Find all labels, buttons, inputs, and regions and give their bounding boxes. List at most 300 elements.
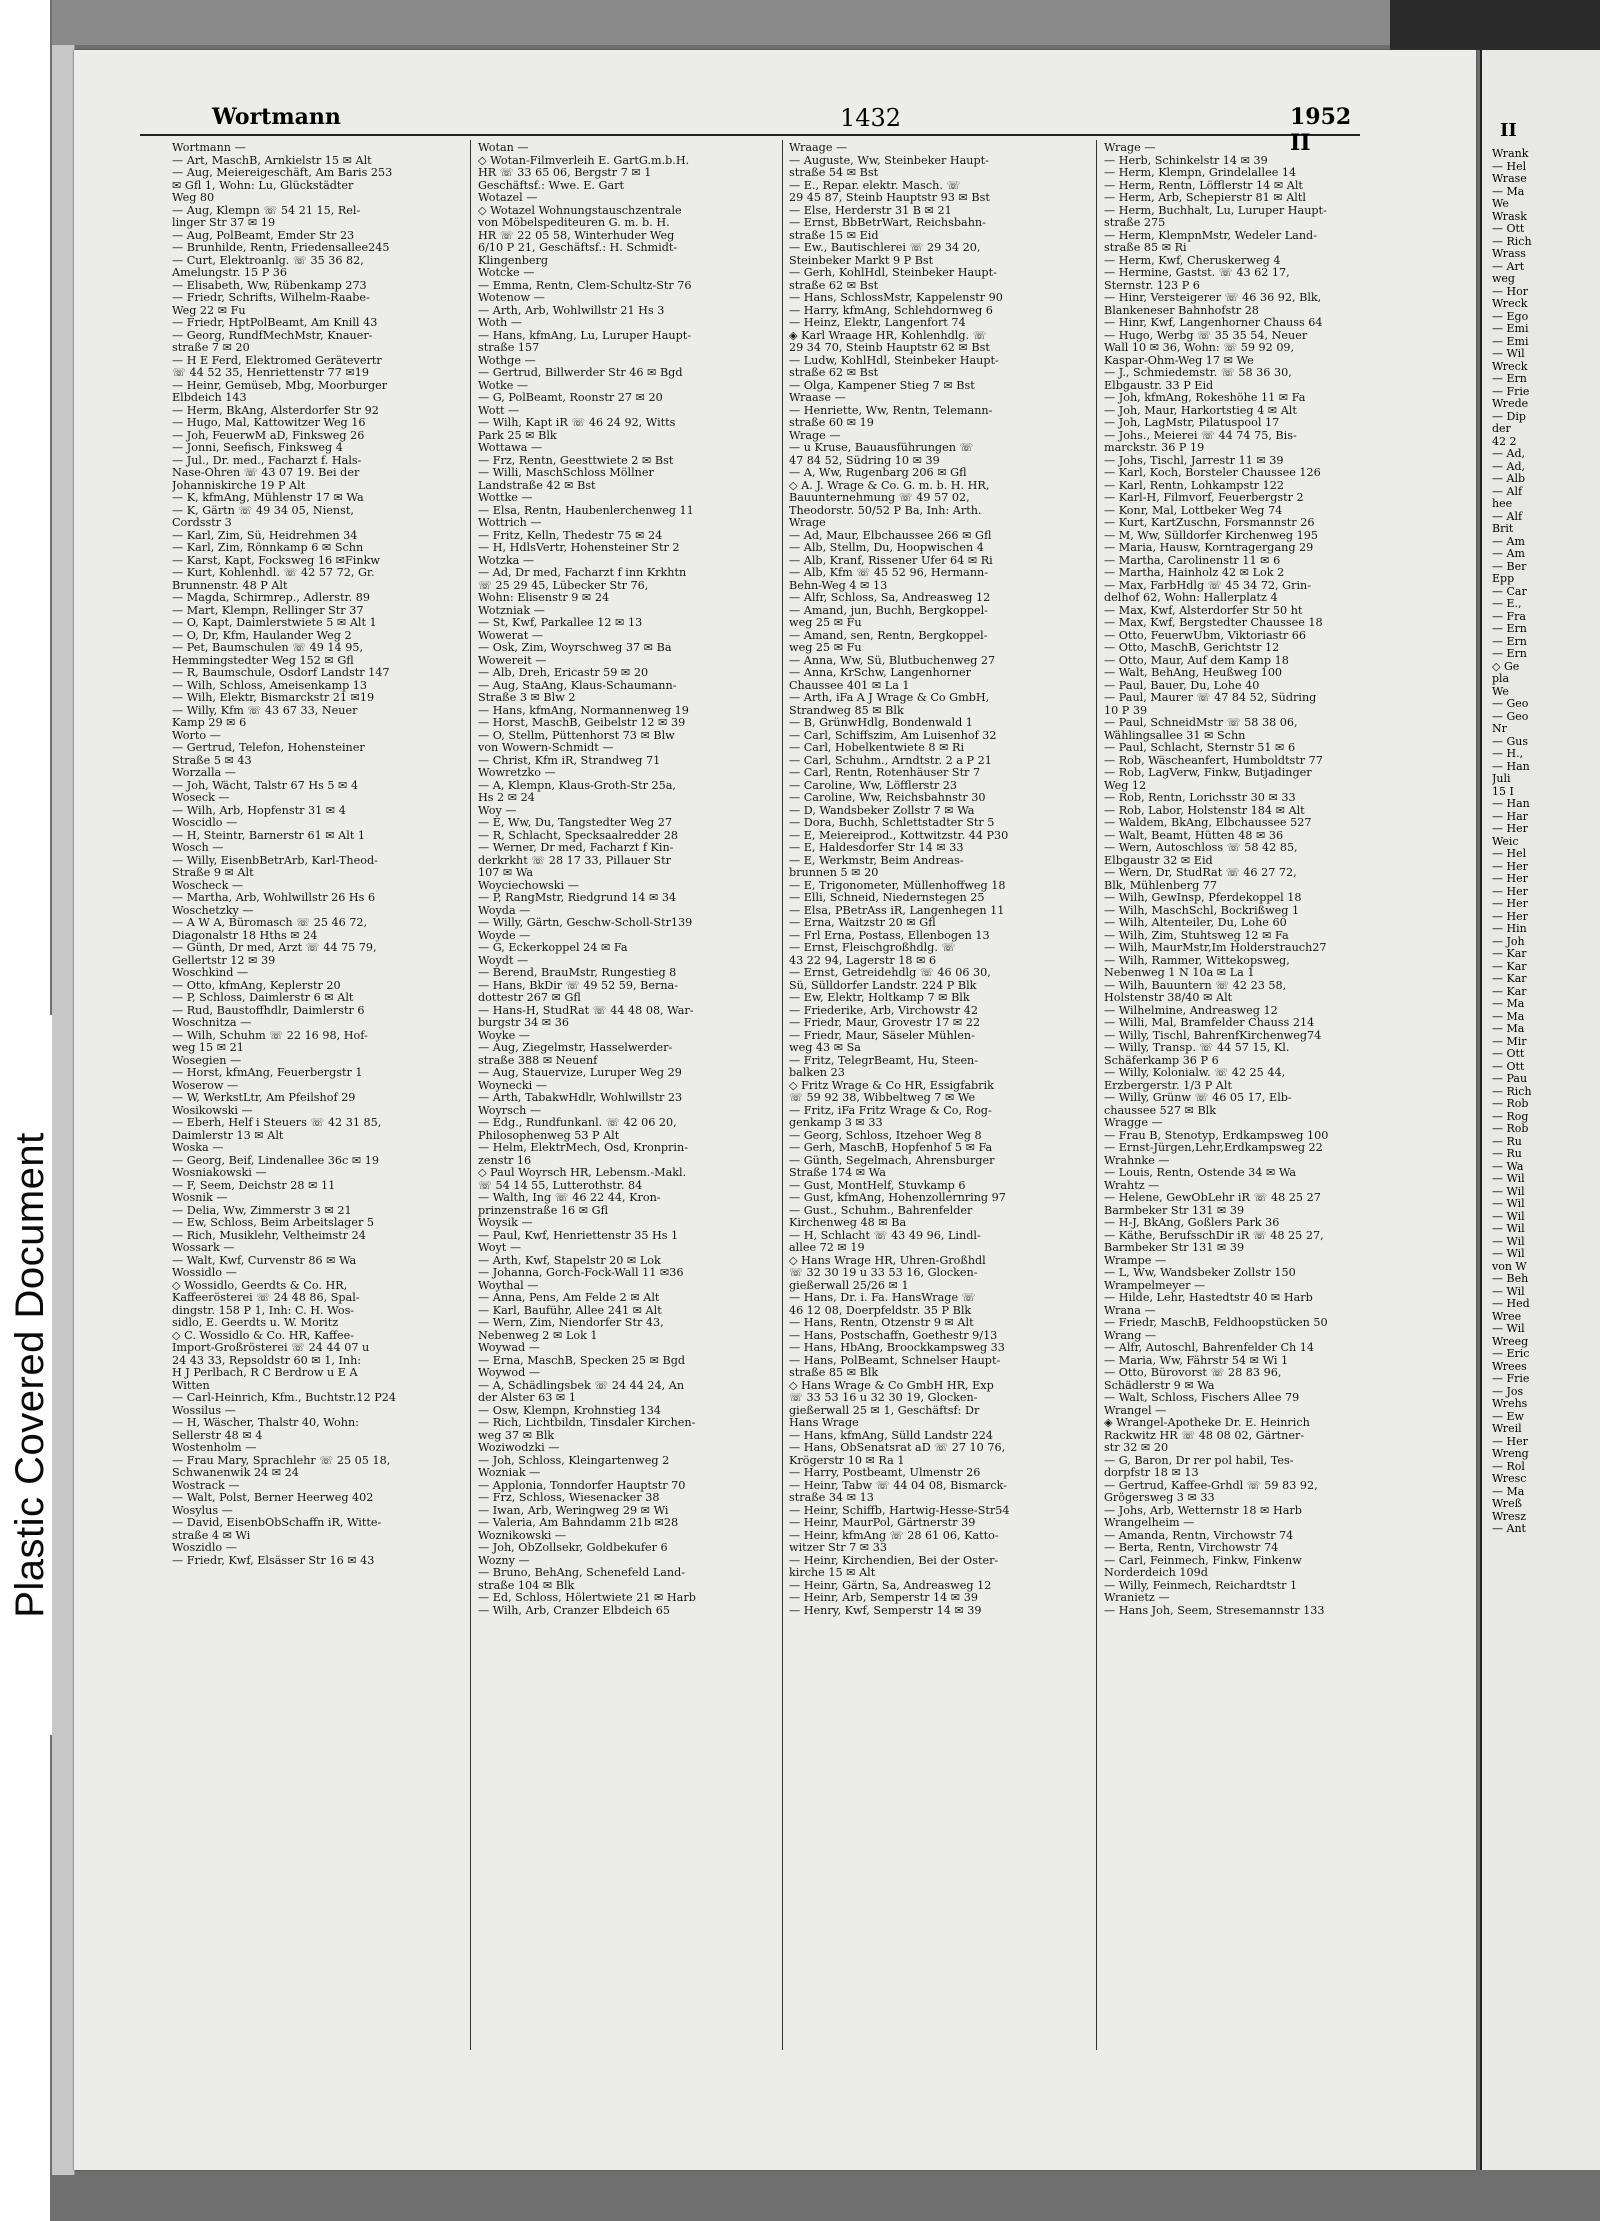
directory-entry-line: genkamp 3 ✉ 33 bbox=[789, 1117, 883, 1129]
directory-entry-line: — P, Schloss, Daimlerstr 6 ✉ Alt bbox=[172, 992, 354, 1004]
directory-entry-line: — Martha, Hainholz 42 ✉ Lok 2 bbox=[1104, 567, 1285, 579]
directory-entry-line: Woth — bbox=[478, 317, 522, 329]
directory-entry-line: Wotzniak — bbox=[478, 604, 545, 617]
directory-entry-line: Wothge — bbox=[478, 354, 536, 367]
next-page-entry-line: — H., bbox=[1492, 748, 1524, 760]
directory-entry-line: — Walt, Kwf, Curvenstr 86 ✉ Wa bbox=[172, 1254, 357, 1267]
directory-entry-line: ◇ Hans Wrage & Co GmbH HR, Exp bbox=[789, 1379, 994, 1392]
next-page-entry-line: — Beh bbox=[1492, 1273, 1529, 1285]
directory-entry-line: Blk, Mühlenberg 77 bbox=[1104, 879, 1218, 892]
directory-entry-line: Woyciechowski — bbox=[478, 879, 579, 892]
directory-entry-line: — Georg, Beif, Lindenallee 36c ✉ 19 bbox=[172, 1154, 379, 1167]
directory-entry-line: — Hans, BkDir ☏ 49 52 59, Berna- bbox=[478, 979, 679, 992]
directory-entry-line: von Wowern-Schmidt — bbox=[478, 742, 614, 754]
directory-entry-line: — Johanna, Gorch-Fock-Wall 11 ✉36 bbox=[478, 1267, 684, 1279]
directory-entry-line: — Günth, Segelmach, Ahrensburger bbox=[789, 1154, 995, 1167]
directory-entry-line: — Wern, Autoschloss ☏ 58 42 85, bbox=[1104, 842, 1298, 854]
directory-entry-line: — Walt, Polst, Berner Heerweg 402 bbox=[172, 1492, 374, 1504]
next-page-entry-line: — Wil bbox=[1492, 1235, 1525, 1248]
directory-entry-line: Holstenstr 38/40 ✉ Alt bbox=[1104, 992, 1233, 1004]
directory-entry-line: ◇ C. Wossidlo & Co. HR, Kaffee- bbox=[172, 1329, 355, 1342]
next-page-head: II bbox=[1500, 120, 1517, 141]
directory-entry-line: — Heinr, Arb, Semperstr 14 ✉ 39 bbox=[789, 1592, 978, 1604]
directory-entry-line: — Brunhilde, Rentn, Friedensallee245 bbox=[172, 242, 390, 254]
next-page-entry-line: — Rog bbox=[1492, 1110, 1529, 1123]
directory-entry-line: Wrampelmeyer — bbox=[1104, 1279, 1206, 1292]
directory-entry-line: Woysik — bbox=[478, 1217, 533, 1229]
directory-entry-line: straße 54 ✉ Bst bbox=[789, 167, 879, 179]
next-page-entry-line: — Hed bbox=[1492, 1298, 1530, 1310]
directory-entry-line: Park 25 ✉ Blk bbox=[478, 429, 557, 442]
next-page-entry-line: — Ma bbox=[1492, 998, 1525, 1010]
directory-entry-line: — K, Gärtn ☏ 49 34 05, Nienst, bbox=[172, 504, 354, 517]
column-rule bbox=[782, 140, 783, 2050]
directory-entry-line: — J., Schmiedemstr. ☏ 58 36 30, bbox=[1104, 367, 1292, 379]
directory-entry-line: Cordsstr 3 bbox=[172, 517, 232, 529]
next-page-entry-line: — Her bbox=[1492, 885, 1528, 898]
next-page-entry-line: — Wa bbox=[1492, 1160, 1524, 1173]
directory-entry-line: — Walt, Beamt, Hütten 48 ✉ 36 bbox=[1104, 829, 1284, 842]
directory-entry-line: — H, Schlacht ☏ 43 49 96, Lindl- bbox=[789, 1229, 981, 1242]
directory-entry-line: — Willy, Transp. ☏ 44 57 15, Kl. bbox=[1104, 1042, 1290, 1054]
next-page-entry-line: pla bbox=[1492, 673, 1510, 685]
directory-entry-line: — Rob, Labor, Holstenstr 184 ✉ Alt bbox=[1104, 804, 1305, 817]
directory-entry-line: Wrahtz — bbox=[1104, 1179, 1160, 1192]
directory-entry-line: Woydt — bbox=[478, 954, 529, 967]
directory-entry-line: Wossark — bbox=[172, 1242, 235, 1254]
directory-entry-line: — E, Trigonometer, Müllenhoffweg 18 bbox=[789, 879, 1006, 892]
directory-entry-line: Chaussee 401 ✉ La 1 bbox=[789, 679, 910, 692]
directory-entry-line: Woyke — bbox=[478, 1029, 530, 1042]
directory-entry-line: Behn-Weg 4 ✉ 13 bbox=[789, 579, 888, 592]
directory-entry-line: Wott — bbox=[478, 404, 520, 417]
directory-entry-line: — Bruno, BehAng, Schenefeld Land- bbox=[478, 1567, 686, 1579]
directory-entry-line: Sternstr. 123 P 6 bbox=[1104, 279, 1200, 292]
next-page-entry-line: — Rob bbox=[1492, 1123, 1529, 1135]
directory-entry-line: Wosikowski — bbox=[172, 1104, 253, 1117]
directory-column-2 bbox=[478, 142, 778, 1617]
directory-entry-line: delhof 62, Wohn: Hallerplatz 4 bbox=[1104, 592, 1278, 604]
next-page-entry-line: — Mir bbox=[1492, 1035, 1527, 1048]
directory-entry-line: — Joh, ObZollsekr, Goldbekufer 6 bbox=[478, 1542, 668, 1554]
column-rule bbox=[1096, 140, 1097, 2050]
directory-entry-line: Amelungstr. 15 P 36 bbox=[172, 267, 288, 279]
directory-entry-line: — Paul, SchneidMstr ☏ 58 38 06, bbox=[1104, 717, 1298, 729]
next-page-entry-line: — Ott bbox=[1492, 1060, 1525, 1073]
directory-entry-line: — M, Ww, Sülldorfer Kirchenweg 195 bbox=[1104, 529, 1318, 542]
directory-entry-line: — Otto, Bürovorst ☏ 28 83 96, bbox=[1104, 1367, 1282, 1379]
directory-entry-line: — Alb, Dreh, Ericastr 59 ✉ 20 bbox=[478, 667, 649, 679]
next-page-entry-line: Wreeg bbox=[1492, 1335, 1529, 1348]
directory-entry-line: straße 85 ✉ Blk bbox=[789, 1367, 879, 1379]
next-page-entry-line: — Ern bbox=[1492, 648, 1527, 660]
directory-entry-line: — Hinr, Versteigerer ☏ 46 36 92, Blk, bbox=[1104, 292, 1322, 304]
directory-entry-line: 29 45 87, Steinb Hauptstr 93 ✉ Bst bbox=[789, 192, 990, 204]
next-page-entry-line: — Ru bbox=[1492, 1148, 1522, 1160]
directory-entry-line: Wotan — bbox=[478, 142, 529, 154]
next-page-entry-line: Wresc bbox=[1492, 1473, 1527, 1485]
directory-entry-line: Wostenholm — bbox=[172, 1442, 257, 1454]
directory-entry-line: — Willi, MaschSchloss Möllner bbox=[478, 467, 654, 479]
directory-entry-line: — Konr, Mal, Lottbeker Weg 74 bbox=[1104, 504, 1283, 517]
directory-entry-line: ✉ Gfl 1, Wohn: Lu, Glückstädter bbox=[172, 179, 354, 192]
directory-entry-line: Import-Großrösterei ☏ 24 44 07 u bbox=[172, 1342, 370, 1354]
directory-entry-line: — Karl, Rentn, Lohkampstr 122 bbox=[1104, 479, 1284, 492]
directory-entry-line: — Wilh, Bauuntern ☏ 42 23 58, bbox=[1104, 979, 1287, 992]
directory-entry-line: — E, Haldesdorfer Str 14 ✉ 33 bbox=[789, 842, 964, 854]
directory-entry-line: — Alb, Kranf, Rissener Ufer 64 ✉ Ri bbox=[789, 554, 993, 567]
directory-entry-line: — Wilh, MaurMstr,Im Holderstrauch27 bbox=[1104, 942, 1327, 954]
directory-entry-line: — Elsa, Rentn, Haubenlerchenweg 11 bbox=[478, 504, 694, 517]
directory-entry-line: Woseck — bbox=[172, 792, 230, 804]
next-page-entry-line: — Her bbox=[1492, 873, 1528, 885]
directory-entry-line: — Art, MaschB, Arnkielstr 15 ✉ Alt bbox=[172, 154, 372, 167]
directory-entry-line: Schäferkamp 36 P 6 bbox=[1104, 1054, 1219, 1067]
directory-entry-line: — Fritz, iFa Fritz Wrage & Co, Rog- bbox=[789, 1104, 992, 1117]
next-page-entry-line: Brit bbox=[1492, 523, 1514, 535]
directory-entry-line: — Eberh, Helf i Steuers ☏ 42 31 85, bbox=[172, 1117, 382, 1129]
directory-entry-line: — O, Dr, Kfm, Haulander Weg 2 bbox=[172, 629, 352, 642]
directory-entry-line: — Heinr, Schiffb, Hartwig-Hesse-Str54 bbox=[789, 1504, 1010, 1517]
next-page-entry-line: Juli bbox=[1492, 773, 1511, 785]
directory-entry-line: 10 P 39 bbox=[1104, 704, 1148, 717]
directory-entry-line: — Joh, FeuerwM aD, Finksweg 26 bbox=[172, 429, 365, 442]
directory-entry-line: ◈ Karl Wraage HR, Kohlenhdlg. ☏ bbox=[789, 329, 987, 342]
directory-entry-line: — Hilde, Lehr, Hastedtstr 40 ✉ Harb bbox=[1104, 1292, 1313, 1304]
next-page-entry-line: — Har bbox=[1492, 810, 1528, 823]
directory-entry-line: Wosegien — bbox=[172, 1054, 242, 1067]
next-page-entry-line: ◇ Ge bbox=[1492, 660, 1520, 673]
directory-entry-line: — Aug, Meiereigeschäft, Am Baris 253 bbox=[172, 167, 393, 179]
directory-entry-line: — Osw, Klempn, Krohnstieg 134 bbox=[478, 1404, 662, 1417]
next-page-entry-line: 15 I bbox=[1492, 785, 1514, 798]
directory-entry-line: — Friedr, Maur, Grovestr 17 ✉ 22 bbox=[789, 1017, 981, 1029]
directory-entry-line: — Henry, Kwf, Semperstr 14 ✉ 39 bbox=[789, 1604, 982, 1617]
directory-entry-line: — H, Wäscher, Thalstr 40, Wohn: bbox=[172, 1417, 359, 1429]
directory-entry-line: Woznikowski — bbox=[478, 1529, 567, 1542]
directory-entry-line: Wowereit — bbox=[478, 654, 547, 667]
next-page-entry-line: — Wil bbox=[1492, 1285, 1525, 1298]
directory-entry-line: Wosylus — bbox=[172, 1504, 233, 1517]
next-page-entry-line: — Ma bbox=[1492, 1010, 1525, 1023]
directory-entry-line: — Frl Erna, Postass, Ellenbogen 13 bbox=[789, 929, 990, 942]
directory-entry-line: — Wilh, Elektr, Bismarckstr 21 ✉19 bbox=[172, 692, 375, 704]
next-page-entry-line: Weic bbox=[1492, 835, 1519, 848]
directory-entry-line: Wrahnke — bbox=[1104, 1154, 1170, 1167]
next-page-entry-line: — Ru bbox=[1492, 1135, 1522, 1148]
directory-entry-line: Woyde — bbox=[478, 929, 531, 942]
directory-entry-line: — Anna, Ww, Sü, Blutbuchenweg 27 bbox=[789, 654, 996, 667]
directory-entry-line: — Walth, Ing ☏ 46 22 44, Kron- bbox=[478, 1192, 661, 1204]
directory-entry-line: Wottrich — bbox=[478, 517, 542, 529]
directory-entry-line: Klingenberg bbox=[478, 254, 548, 267]
directory-entry-line: sidlo, E. Geerdts u. W. Moritz bbox=[172, 1317, 339, 1329]
directory-entry-line: Sellerstr 48 ✉ 4 bbox=[172, 1429, 263, 1442]
directory-entry-line: linger Str 37 ✉ 19 bbox=[172, 217, 276, 229]
directory-entry-line: — G, PolBeamt, Roonstr 27 ✉ 20 bbox=[478, 392, 663, 404]
next-page-entry-line: 42 2 bbox=[1492, 435, 1517, 448]
directory-entry-line: witzer Str 7 ✉ 33 bbox=[789, 1542, 887, 1554]
directory-entry-line: Wotke — bbox=[478, 379, 529, 392]
directory-entry-line: — Wilh, Arb, Hopfenstr 31 ✉ 4 bbox=[172, 804, 346, 817]
directory-entry-line: — E, Ww, Du, Tangstedter Weg 27 bbox=[478, 817, 672, 829]
directory-entry-line: — Paul, Kwf, Henriettenstr 35 Hs 1 bbox=[478, 1229, 679, 1242]
directory-entry-line: Woscidlo — bbox=[172, 817, 238, 829]
directory-entry-line: HR ☏ 22 05 58, Winterhuder Weg bbox=[478, 229, 675, 242]
directory-entry-line: — Heinr, MaurPol, Gärtnerstr 39 bbox=[789, 1517, 976, 1529]
next-page-entry-line: — Wil bbox=[1492, 1223, 1525, 1235]
directory-entry-line: Diagonalstr 18 Hths ✉ 24 bbox=[172, 929, 318, 942]
directory-column-1 bbox=[172, 142, 472, 1567]
next-page-entry-line: — Ern bbox=[1492, 623, 1527, 635]
directory-entry-line: Woserow — bbox=[172, 1079, 239, 1092]
directory-entry-line: Wotazel — bbox=[478, 192, 538, 204]
directory-entry-line: — R, Baumschule, Osdorf Landstr 147 bbox=[172, 667, 390, 679]
directory-entry-line: Worto — bbox=[172, 729, 221, 742]
directory-entry-line: — Hugo, Mal, Kattowitzer Weg 16 bbox=[172, 417, 366, 429]
directory-entry-line: — H-J, BkAng, Goßlers Park 36 bbox=[1104, 1217, 1280, 1229]
next-page-entry-line: — Rich bbox=[1492, 1085, 1532, 1098]
directory-entry-line: — Otto, FeuerwUbm, Viktoriastr 66 bbox=[1104, 629, 1307, 642]
directory-entry-line: prinzenstraße 16 ✉ Gfl bbox=[478, 1204, 609, 1217]
directory-entry-line: — Caroline, Ww, Reichsbahnstr 30 bbox=[789, 792, 986, 804]
next-page-entry-line: — Ber bbox=[1492, 560, 1527, 573]
directory-entry-line: straße 60 ✉ 19 bbox=[789, 417, 874, 429]
directory-entry-line: — Friedr, MaschB, Feldhoopstücken 50 bbox=[1104, 1317, 1328, 1329]
directory-entry-line: — Wern, Dr, StudRat ☏ 46 27 72, bbox=[1104, 867, 1297, 879]
directory-entry-line: — Hans, Postschaffn, Goethestr 9/13 bbox=[789, 1329, 998, 1342]
directory-entry-line: dingstr. 158 P 1, Inh: C. H. Wos- bbox=[172, 1304, 355, 1317]
directory-entry-line: Wrana — bbox=[1104, 1304, 1156, 1317]
directory-entry-line: — Walt, Schloss, Fischers Allee 79 bbox=[1104, 1392, 1300, 1404]
directory-entry-line: — Herb, Schinkelstr 14 ✉ 39 bbox=[1104, 154, 1268, 167]
directory-entry-line: — Joh, LagMstr, Pilatuspool 17 bbox=[1104, 417, 1280, 429]
directory-entry-line: — Georg, Schloss, Itzehoer Weg 8 bbox=[789, 1129, 982, 1142]
next-page-entry-line: von W bbox=[1492, 1260, 1527, 1273]
next-page-entry-line: — Fra bbox=[1492, 610, 1526, 623]
directory-entry-line: — Wilh, MaschSchl, Bockrißweg 1 bbox=[1104, 904, 1300, 917]
directory-entry-line: straße 62 ✉ Bst bbox=[789, 279, 879, 292]
directory-entry-line: — Walt, BehAng, Heußweg 100 bbox=[1104, 667, 1283, 679]
directory-entry-line: Elbgaustr 32 ✉ Eid bbox=[1104, 854, 1213, 867]
directory-entry-line: — Else, Herderstr 31 B ✉ 21 bbox=[789, 204, 952, 217]
directory-entry-line: — Hans, ObSenatsrat aD ☏ 27 10 76, bbox=[789, 1442, 1006, 1454]
directory-entry-line: — Friedr, HptPolBeamt, Am Knill 43 bbox=[172, 317, 378, 329]
directory-entry-line: — O, Stellm, Püttenhorst 73 ✉ Blw bbox=[478, 729, 675, 742]
directory-entry-line: — Carl, Rentn, Rotenhäuser Str 7 bbox=[789, 767, 981, 779]
directory-entry-line: — Ew, Schloss, Beim Arbeitslager 5 bbox=[172, 1217, 374, 1229]
directory-entry-line: — Aug, StaAng, Klaus-Schaumann- bbox=[478, 679, 677, 692]
next-page-entry-line: — Emi bbox=[1492, 323, 1529, 335]
directory-entry-line: Wraage — bbox=[789, 142, 848, 154]
directory-entry-line: — E., Repar. elektr. Masch. ☏ bbox=[789, 179, 961, 192]
directory-entry-line: — Alfr, Autoschl, Bahrenfelder Ch 14 bbox=[1104, 1342, 1315, 1354]
next-page-entry-line: Wrees bbox=[1492, 1360, 1527, 1373]
directory-entry-line: — Jonni, Seefisch, Finksweg 4 bbox=[172, 442, 343, 454]
next-page-entry-line: Wrehs bbox=[1492, 1398, 1528, 1410]
directory-entry-line: — Applonia, Tonndorfer Hauptstr 70 bbox=[478, 1479, 686, 1492]
directory-entry-line: — Arth, TabakwHdlr, Wohlwillstr 23 bbox=[478, 1092, 683, 1104]
directory-entry-line: — Hans, HbAng, Broockkampsweg 33 bbox=[789, 1342, 1005, 1354]
directory-entry-line: — Alb, Stellm, Du, Hoopwischen 4 bbox=[789, 542, 984, 554]
next-page-entry-line: — Her bbox=[1492, 860, 1528, 873]
directory-entry-line: — Hans, kfmAng, Sülld Landstr 224 bbox=[789, 1429, 994, 1442]
directory-entry-line: Woythal — bbox=[478, 1279, 539, 1292]
directory-entry-line: Elbgaustr. 33 P Eid bbox=[1104, 379, 1214, 392]
directory-entry-line: — Otto, Maur, Auf dem Kamp 18 bbox=[1104, 654, 1289, 667]
next-page-entry-line: — Ott bbox=[1492, 223, 1525, 235]
directory-entry-line: Woywad — bbox=[478, 1342, 540, 1354]
directory-entry-line: — Rob, Wäscheanfert, Humboldtstr 77 bbox=[1104, 754, 1323, 767]
next-page-entry-line: — Her bbox=[1492, 1435, 1528, 1448]
directory-entry-line: gießerwall 25 ✉ 1, Geschäftsf: Dr bbox=[789, 1404, 980, 1417]
next-page-entry-line: — Rich bbox=[1492, 235, 1532, 248]
directory-entry-line: — u Kruse, Bauausführungen ☏ bbox=[789, 442, 974, 454]
directory-entry-line: — Willy, Grünw ☏ 46 05 17, Elb- bbox=[1104, 1092, 1292, 1104]
next-page-entry-line: — Ern bbox=[1492, 635, 1527, 648]
directory-entry-line: — Horst, kfmAng, Feuerbergstr 1 bbox=[172, 1067, 363, 1079]
next-page-entry-line: der bbox=[1492, 423, 1511, 435]
directory-entry-line: — Werner, Dr med, Facharzt f Kin- bbox=[478, 842, 674, 854]
directory-entry-line: — Wilh, Rammer, Wittekopsweg, bbox=[1104, 954, 1290, 967]
next-page-entry-line: — Wil bbox=[1492, 1248, 1525, 1260]
next-page-entry-line: — Ma bbox=[1492, 1023, 1525, 1035]
next-page-entry-line: — Hor bbox=[1492, 285, 1528, 298]
directory-entry-line: straße 62 ✉ Bst bbox=[789, 367, 879, 379]
directory-entry-line: Philosophenweg 53 P Alt bbox=[478, 1129, 620, 1142]
directory-entry-line: — D, Wandsbeker Zollstr 7 ✉ Wa bbox=[789, 804, 975, 817]
directory-entry-line: — K, kfmAng, Mühlenstr 17 ✉ Wa bbox=[172, 492, 364, 504]
directory-entry-line: Weg 22 ✉ Fu bbox=[172, 304, 246, 317]
directory-entry-line: — A, Schädlingsbek ☏ 24 44 24, An bbox=[478, 1379, 685, 1392]
directory-entry-line: — A, Ww, Rugenbarg 206 ✉ Gfl bbox=[789, 467, 967, 479]
directory-entry-line: — Herm, KlempnMstr, Wedeler Land- bbox=[1104, 229, 1317, 242]
next-page-entry-line: Nr bbox=[1492, 723, 1507, 735]
directory-entry-line: — Karl-H, Filmvorf, Feuerbergstr 2 bbox=[1104, 492, 1304, 504]
directory-entry-line: Kamp 29 ✉ 6 bbox=[172, 717, 247, 729]
directory-entry-line: — Olga, Kampener Stieg 7 ✉ Bst bbox=[789, 379, 975, 392]
page-number: 1432 bbox=[840, 104, 902, 132]
next-page-entry-line: Wreil bbox=[1492, 1423, 1522, 1435]
directory-entry-line: — Wilhelmine, Andreasweg 12 bbox=[1104, 1004, 1278, 1017]
next-page-entry-line: — Wil bbox=[1492, 1173, 1525, 1185]
next-page-entry-line: weg bbox=[1492, 273, 1515, 285]
directory-entry-line: Wrage — bbox=[789, 429, 841, 442]
next-page-entry-line: — Emi bbox=[1492, 335, 1529, 348]
directory-entry-line: — Carl-Heinrich, Kfm., Buchtstr.12 P24 bbox=[172, 1392, 396, 1404]
next-page-entry-line: — Ma bbox=[1492, 185, 1525, 198]
next-page-entry-line: — Ant bbox=[1492, 1523, 1526, 1535]
directory-entry-line: — Delia, Ww, Zimmerstr 3 ✉ 21 bbox=[172, 1204, 352, 1217]
directory-entry-line: — Joh, Maur, Harkortstieg 4 ✉ Alt bbox=[1104, 404, 1297, 417]
next-page-entry-line: — Kar bbox=[1492, 948, 1527, 960]
directory-entry-line: — Gust, MontHelf, Stuvkamp 6 bbox=[789, 1179, 966, 1192]
directory-entry-line: ☏ 59 92 38, Wibbeltweg 7 ✉ We bbox=[789, 1092, 976, 1104]
next-page-entry-line: — Am bbox=[1492, 535, 1525, 548]
directory-entry-line: ◇ Paul Woyrsch HR, Lebensm.-Makl. bbox=[478, 1167, 687, 1179]
directory-entry-line: — E, Werkmstr, Beim Andreas- bbox=[789, 854, 964, 867]
directory-entry-line: Bauunternehmung ☏ 49 57 02, bbox=[789, 492, 970, 504]
next-page-entry-line: Wreng bbox=[1492, 1448, 1529, 1460]
scan-border-top bbox=[52, 0, 1390, 45]
directory-entry-line: Straße 5 ✉ 43 bbox=[172, 754, 252, 767]
directory-entry-line: — Hans Joh, Seem, Stresemannstr 133 bbox=[1104, 1604, 1325, 1617]
directory-entry-line: — Elsa, PBetrAss iR, Langenhegen 11 bbox=[789, 904, 1005, 917]
directory-entry-line: — Georg, RundfMechMstr, Knauer- bbox=[172, 329, 373, 342]
directory-entry-line: — Gertrud, Kaffee-Grhdl ☏ 59 83 92, bbox=[1104, 1479, 1318, 1492]
directory-entry-line: von Möbelspediteuren G. m. b. H. bbox=[478, 217, 670, 229]
directory-entry-line: — Willy, Kfm ☏ 43 67 33, Neuer bbox=[172, 704, 358, 717]
directory-entry-line: ☏ 54 14 55, Lutterothstr. 84 bbox=[478, 1179, 643, 1192]
directory-entry-line: — Hans, PolBeamt, Schnelser Haupt- bbox=[789, 1354, 1001, 1367]
next-page-entry-line: — Han bbox=[1492, 798, 1530, 810]
next-page-entry-line: Wrank bbox=[1492, 148, 1529, 160]
directory-entry-line: — Pet, Baumschulen ☏ 49 14 95, bbox=[172, 642, 364, 654]
directory-entry-line: Kaffeerösterei ☏ 24 48 86, Spal- bbox=[172, 1292, 360, 1304]
directory-entry-line: weg 43 ✉ Sa bbox=[789, 1042, 861, 1054]
directory-entry-line: — Elli, Schneid, Niedernstegen 25 bbox=[789, 892, 985, 904]
directory-entry-line: — Valeria, Am Bahndamm 21b ✉28 bbox=[478, 1517, 679, 1529]
next-page-entry-line: We bbox=[1492, 198, 1509, 210]
directory-entry-line: — Helene, GewObLehr iR ☏ 48 25 27 bbox=[1104, 1192, 1321, 1204]
directory-entry-line: Kaspar-Ohm-Weg 17 ✉ We bbox=[1104, 354, 1254, 367]
directory-entry-line: Wählingsallee 31 ✉ Schn bbox=[1104, 729, 1246, 742]
directory-entry-line: Woska — bbox=[172, 1142, 224, 1154]
next-page-entry-line: — Hel bbox=[1492, 848, 1527, 860]
directory-entry-line: — Kurt, Kohlenhdl. ☏ 42 57 72, Gr. bbox=[172, 567, 375, 579]
directory-entry-line: — Wilh, GewInsp, Pferdekoppel 18 bbox=[1104, 892, 1302, 904]
directory-entry-line: Schwanenwik 24 ✉ 24 bbox=[172, 1467, 299, 1479]
next-page-entry-line: We bbox=[1492, 685, 1509, 698]
directory-entry-line: Woyrsch — bbox=[478, 1104, 542, 1117]
directory-entry-line: — Karl, Zim, Sü, Heidrehmen 34 bbox=[172, 529, 358, 542]
directory-entry-line: Nebenweg 2 ✉ Lok 1 bbox=[478, 1329, 598, 1342]
next-page-entry-line: — Ern bbox=[1492, 373, 1527, 385]
directory-entry-line: — Herm, Arb, Schepierstr 81 ✉ Altl bbox=[1104, 192, 1306, 204]
directory-entry-line: — P, RangMstr, Riedgrund 14 ✉ 34 bbox=[478, 892, 677, 904]
directory-entry-line: straße 275 bbox=[1104, 217, 1166, 229]
directory-entry-line: — Willy, Kolonialw. ☏ 42 25 44, bbox=[1104, 1067, 1286, 1079]
directory-entry-line: — Ad, Dr med, Facharzt f inn Krkhtn bbox=[478, 567, 687, 579]
directory-entry-line: straße 104 ✉ Blk bbox=[478, 1579, 575, 1592]
directory-entry-line: kirche 15 ✉ Alt bbox=[789, 1567, 876, 1579]
directory-entry-line: — Käthe, BerufsschDir iR ☏ 48 25 27, bbox=[1104, 1229, 1324, 1242]
side-label: Plastic Covered Document bbox=[5, 1015, 55, 1735]
directory-entry-line: — A, Klempn, Klaus-Groth-Str 25a, bbox=[478, 779, 676, 792]
directory-entry-line: — Aug, Ziegelmstr, Hasselwerder- bbox=[478, 1042, 673, 1054]
directory-entry-line: — Dora, Buchh, Schlettstadter Str 5 bbox=[789, 817, 995, 829]
directory-entry-line: Gellertstr 12 ✉ 39 bbox=[172, 954, 276, 967]
directory-entry-line: — Hans, kfmAng, Lu, Luruper Haupt- bbox=[478, 329, 692, 342]
directory-entry-line: Woynecki — bbox=[478, 1079, 547, 1092]
next-page-entry-line: — Wil bbox=[1492, 1323, 1525, 1335]
directory-entry-line: Wozny — bbox=[478, 1554, 530, 1567]
next-page-entry-line: — Wil bbox=[1492, 348, 1525, 360]
directory-entry-line: — Carl, Schuhm., Arndtstr. 2 a P 21 bbox=[789, 754, 992, 767]
directory-entry-line: straße 388 ✉ Neuenf bbox=[478, 1054, 598, 1067]
directory-entry-line: gießerwall 25/26 ✉ 1 bbox=[789, 1279, 909, 1292]
directory-entry-line: straße 15 ✉ Eid bbox=[789, 229, 879, 242]
directory-entry-line: — Wilh, Zim, Stuhtsweg 12 ✉ Fa bbox=[1104, 929, 1289, 942]
directory-entry-line: Woschnitza — bbox=[172, 1017, 252, 1029]
directory-entry-line: straße 4 ✉ Wi bbox=[172, 1529, 251, 1542]
directory-entry-line: Wrage bbox=[789, 517, 826, 529]
directory-entry-line: weg 25 ✉ Fu bbox=[789, 617, 862, 629]
next-page-entry-line: — Frie bbox=[1492, 385, 1530, 398]
directory-entry-line: Wragge — bbox=[1104, 1117, 1163, 1129]
directory-entry-line: — Gertrud, Telefon, Hohensteiner bbox=[172, 742, 365, 754]
directory-entry-line: — Wilh, Kapt iR ☏ 46 24 92, Witts bbox=[478, 417, 676, 429]
